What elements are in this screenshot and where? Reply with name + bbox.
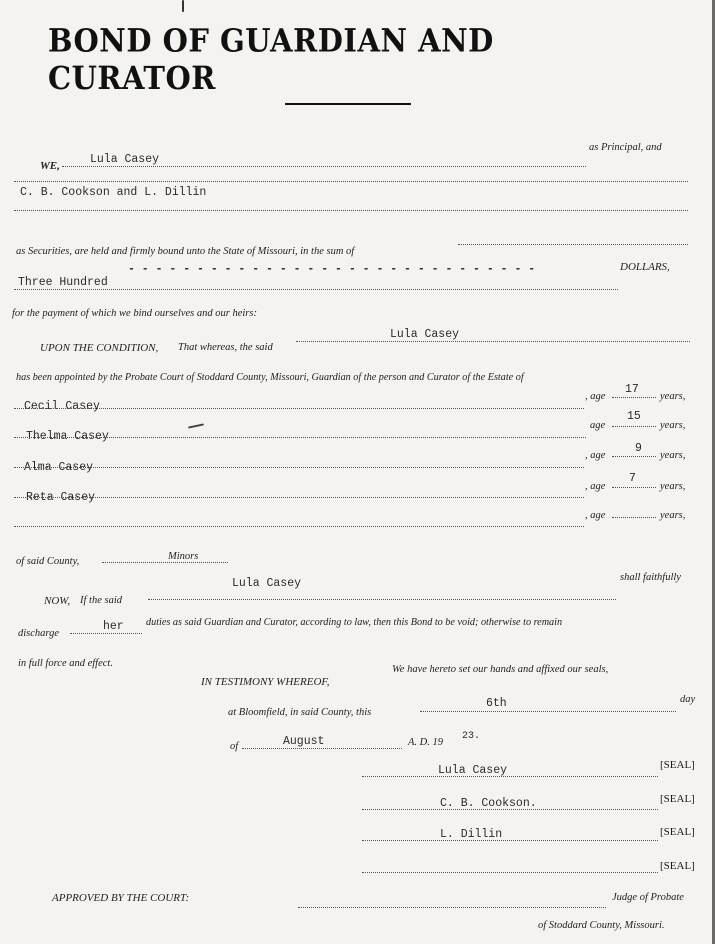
- approved-label: APPROVED BY THE COURT:: [52, 892, 190, 904]
- date-year: 23.: [462, 731, 481, 742]
- pronoun: her: [103, 620, 124, 633]
- scan-mark: [182, 0, 184, 12]
- ward-name: Thelma Casey: [26, 430, 109, 443]
- ward-age: 9: [635, 442, 642, 455]
- ward-name-line: [14, 467, 584, 468]
- securities-names: C. B. Cookson and L. Dillin: [20, 186, 207, 199]
- guardian-line: [296, 341, 690, 342]
- sum-line: [458, 244, 688, 245]
- we-label: WE,: [40, 160, 60, 172]
- signature-name: L. Dillin: [440, 828, 503, 841]
- age-label: , age: [585, 450, 606, 461]
- ward-name-line: [14, 497, 584, 498]
- ward-age-line: [612, 426, 656, 427]
- seal-label: [SEAL]: [660, 860, 695, 872]
- sum-text: as Securities, are held and firmly bound unto the State of Missouri, in the sum of: [16, 246, 355, 257]
- ward-name-line: [14, 408, 584, 409]
- now-name: Lula Casey: [232, 577, 302, 590]
- day-label: day: [680, 694, 696, 705]
- ward-age: 7: [629, 472, 636, 485]
- ward-age-line: [612, 397, 656, 398]
- years-label: years,: [660, 391, 686, 402]
- now-line: [148, 599, 616, 600]
- principal-line: [62, 166, 586, 167]
- ward-name: Alma Casey: [24, 461, 94, 474]
- date-month: August: [283, 735, 325, 748]
- judge-label: Judge of Probate: [612, 892, 684, 903]
- judge-line: [298, 907, 606, 908]
- amount-dashes: - - - - - - - - - - - - - - - - - - - - - - - - - - - - - -: [128, 263, 536, 276]
- duties-text: duties as said Guardian and Curator, according to law, then this Bond to be void; otherwise to remain: [146, 617, 563, 628]
- age-label: , age: [585, 510, 606, 521]
- testimony-heading: IN TESTIMONY WHEREOF,: [201, 676, 330, 688]
- age-label: age: [590, 420, 606, 431]
- title-underline: [285, 103, 411, 105]
- ward-age-line: [612, 456, 656, 457]
- shall-faithfully-text: shall faithfully: [620, 572, 681, 583]
- at-bloomfield-text: at Bloomfield, in said County, this: [228, 707, 372, 718]
- discharge-label: discharge: [18, 628, 60, 639]
- minors-text: Minors: [168, 551, 199, 562]
- date-day: 6th: [486, 697, 507, 710]
- ward-name: Reta Casey: [26, 491, 96, 504]
- month-line: [242, 748, 402, 749]
- ward-age-line: [612, 517, 656, 518]
- day-line: [420, 711, 676, 712]
- county-label: of Stoddard County, Missouri.: [538, 920, 665, 931]
- now-label: NOW,: [44, 595, 71, 607]
- signature-line: [362, 840, 658, 841]
- minors-line: [102, 562, 228, 563]
- of-said-county-label: of said County,: [16, 556, 80, 567]
- seal-label: [SEAL]: [660, 793, 695, 805]
- ward-age: 17: [625, 383, 639, 396]
- seal-label: [SEAL]: [660, 759, 695, 771]
- amount-words: Three Hundred: [18, 276, 108, 289]
- ward-name-line: [14, 437, 586, 438]
- amount-line: [14, 289, 618, 290]
- securities-line-2: [14, 210, 688, 211]
- document-title: BOND OF GUARDIAN AND CURATOR: [48, 22, 494, 97]
- ink-stroke: [188, 423, 204, 428]
- ward-name-line: [14, 526, 584, 527]
- condition-text-1: That whereas, the said: [178, 342, 273, 353]
- years-label: years,: [660, 450, 686, 461]
- signature-name: C. B. Cookson.: [440, 797, 537, 810]
- age-label: , age: [585, 391, 606, 402]
- signature-line: [362, 872, 658, 873]
- seal-label: [SEAL]: [660, 826, 695, 838]
- testimony-text: We have hereto set our hands and affixed our seals,: [392, 664, 609, 675]
- of-label: of: [230, 741, 239, 752]
- in-full-force-text: in full force and effect.: [18, 658, 113, 669]
- condition-text-2: has been appointed by the Probate Court of Stoddard County, Missouri, Guardian of the person and Curator of the Estate of: [16, 372, 524, 383]
- signature-name: Lula Casey: [438, 764, 508, 777]
- condition-heading: UPON THE CONDITION,: [40, 342, 159, 354]
- age-label: , age: [585, 481, 606, 492]
- ward-name: Cecil Casey: [24, 400, 100, 413]
- signature-line: [362, 809, 658, 810]
- if-the-said-label: If the said: [80, 595, 122, 606]
- years-label: years,: [660, 420, 686, 431]
- pronoun-line: [70, 633, 142, 634]
- payment-text: for the payment of which we bind ourselves and our heirs:: [12, 308, 257, 319]
- signature-line: [362, 776, 658, 777]
- ward-age: 15: [627, 410, 641, 423]
- ward-age-line: [612, 487, 656, 488]
- dollars-label: DOLLARS,: [620, 261, 670, 273]
- principal-name: Lula Casey: [90, 153, 160, 166]
- guardian-name: Lula Casey: [390, 328, 460, 341]
- years-label: years,: [660, 510, 686, 521]
- ad-label: A. D. 19: [408, 737, 443, 748]
- as-principal-text: as Principal, and: [589, 142, 662, 153]
- years-label: years,: [660, 481, 686, 492]
- securities-line-1: [14, 181, 688, 182]
